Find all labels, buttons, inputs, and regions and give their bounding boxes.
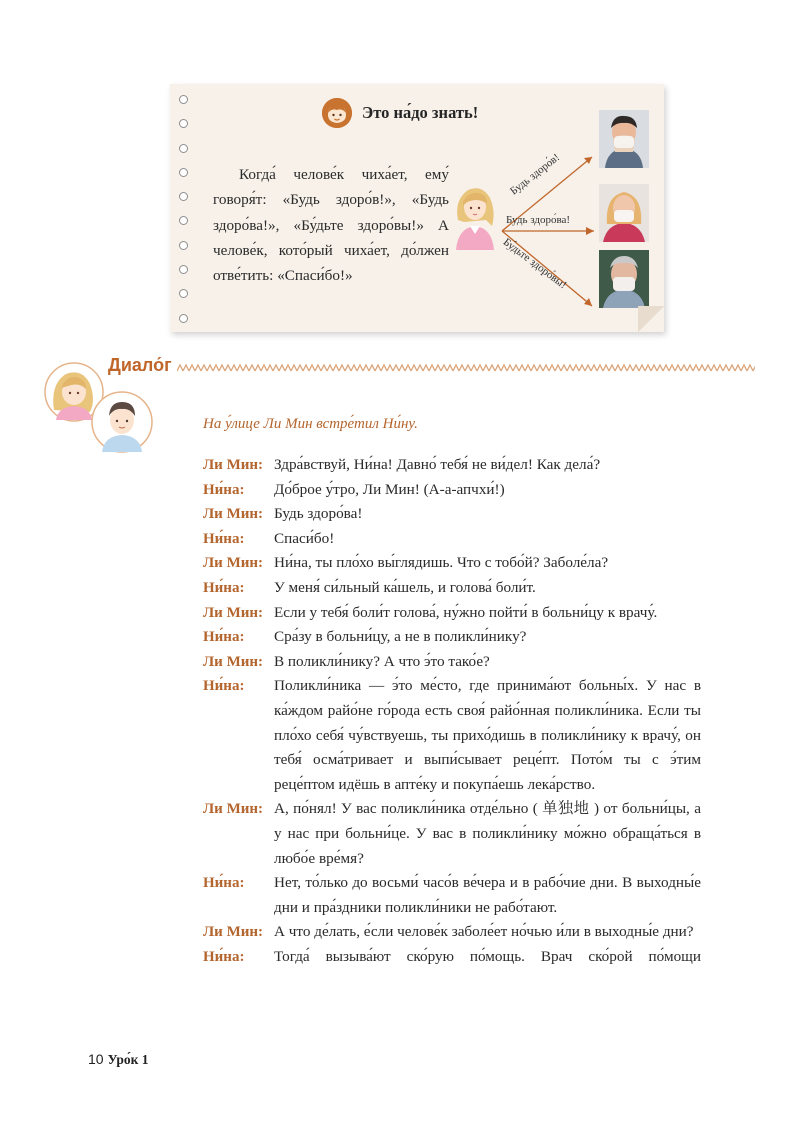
dialog-intro: На у́лице Ли Мин встре́тил Ни́ну. bbox=[203, 416, 418, 432]
speaker: Ли Мин: bbox=[203, 555, 264, 572]
page-number: 10 bbox=[88, 1051, 104, 1067]
info-card-title: Это на́до знать! bbox=[322, 98, 478, 128]
dialog-lines bbox=[203, 453, 701, 969]
section-divider bbox=[177, 363, 755, 373]
label-budte-zdorovy: Бу́дьте здоро́вы! bbox=[500, 236, 569, 292]
photo-woman-sneezing bbox=[599, 184, 649, 242]
line-text: Нет, то́лько до восьми́ часо́в ве́чера и в рабо́чие дни. В выходны́е дни и пра́здники поликли́ники не рабо́тают. bbox=[274, 874, 701, 916]
line-text: Ни́на, ты пло́хо вы́глядишь. Что с тобо́й? Заболе́ла? bbox=[274, 554, 609, 572]
info-card-text: Когда́ челове́к чиха́ет, ему́ говоря́т: «Будь здоро́в!», «Будь здоро́ва!», «Бу́дьте здоро́вы!» А челове́к, кото́рый чиха́ет, до́лжен отве́тить: «Спаси́бо!» bbox=[213, 166, 449, 285]
speaker: Ли Мин: bbox=[203, 801, 264, 818]
speaker: Ни́на: bbox=[203, 678, 245, 695]
photo-young-man-sneezing bbox=[599, 110, 649, 168]
dialog-line bbox=[203, 601, 701, 626]
girl-illustration bbox=[450, 180, 500, 250]
dialog-line bbox=[203, 453, 701, 478]
line-text: У меня́ си́льный ка́шель, и голова́ боли́т. bbox=[274, 578, 536, 596]
characters-avatars bbox=[44, 362, 160, 458]
speaker: Ли Мин: bbox=[203, 506, 264, 523]
dialog-line bbox=[203, 650, 701, 675]
dialog-line bbox=[203, 920, 701, 945]
dialog-line bbox=[203, 502, 701, 527]
line-text: Здра́вствуй, Ни́на! Давно́ тебя́ не ви́дел! Как дела́? bbox=[274, 456, 601, 473]
line-text: Будь здоро́ва! bbox=[274, 505, 363, 523]
page-footer bbox=[88, 1051, 149, 1068]
speaker: Ни́на: bbox=[203, 579, 245, 596]
lesson-label: Уро́к 1 bbox=[107, 1052, 149, 1067]
notebook-holes bbox=[179, 95, 188, 338]
speaker: Ли Мин: bbox=[203, 653, 264, 670]
dialog-line bbox=[203, 871, 701, 920]
photo-old-man-sneezing bbox=[599, 250, 649, 308]
speaker: Ли Мин: bbox=[203, 604, 264, 621]
speaker: Ни́на: bbox=[203, 629, 245, 646]
line-text: Сра́зу в больни́цу, а не в поликли́нику? bbox=[274, 628, 527, 646]
speaker: Ни́на: bbox=[203, 530, 245, 547]
speaker: Ни́на: bbox=[203, 481, 245, 498]
line-text: Если у тебя́ боли́т голова́, ну́жно пойти́ в больни́цу к врачу́. bbox=[274, 603, 658, 621]
dialog-line bbox=[203, 674, 701, 797]
line-text: Спаси́бо! bbox=[274, 529, 335, 547]
dialog-line bbox=[203, 551, 701, 576]
line-text: А что де́лать, е́сли челове́к заболе́ет но́чью и́ли в выходны́е дни? bbox=[274, 923, 694, 941]
label-bud-zdorova: Будь здоро́ва! bbox=[506, 214, 571, 226]
line-text: В поликли́нику? А что э́то тако́е? bbox=[274, 652, 490, 670]
dialog-line bbox=[203, 527, 701, 552]
dialog-line bbox=[203, 576, 701, 601]
line-text: До́брое у́тро, Ли Мин! (А-а-апчхи́!) bbox=[274, 480, 505, 498]
speaker: Ни́на: bbox=[203, 875, 245, 892]
info-card bbox=[170, 84, 664, 332]
line-text: Поликли́ника — э́то ме́сто, где принима́ют больны́х. У нас в ка́ждом райо́не го́рода есть своя́ райо́нная поликли́ника. Если ты пло́хо себя́ чу́вствуешь, ты прихо́дишь в поликли́нику к врачу́, он тебя́ осма́тривает и выпи́сывает реце́пт. Пото́м ты с э́тим реце́птом идёшь в апте́ку и покупа́ешь лека́рство. bbox=[274, 677, 701, 793]
speaker: Ли Мин: bbox=[203, 457, 264, 473]
dialog-line bbox=[203, 625, 701, 650]
section-title: Диало́г bbox=[108, 355, 172, 375]
dialog-line bbox=[203, 945, 701, 970]
line-text: А, по́нял! У вас поликли́ника отде́льно ( 单独地 ) от больни́цы, а у нас при больни́це. У вас в поликли́нику мо́жно обраща́ться в любо́е вре́мя? bbox=[274, 800, 701, 867]
dialog-line bbox=[203, 478, 701, 503]
speaker: Ли Мин: bbox=[203, 924, 264, 941]
speaker: Ни́на: bbox=[203, 948, 245, 965]
line-text: Тогда́ вызыва́ют ско́рую по́мощь. Врач ско́рой по́мощи bbox=[274, 947, 701, 965]
label-bud-zdorov: Будь здоро́в! bbox=[508, 151, 563, 198]
dialog-line bbox=[203, 797, 701, 871]
girl-face-icon bbox=[322, 98, 352, 128]
